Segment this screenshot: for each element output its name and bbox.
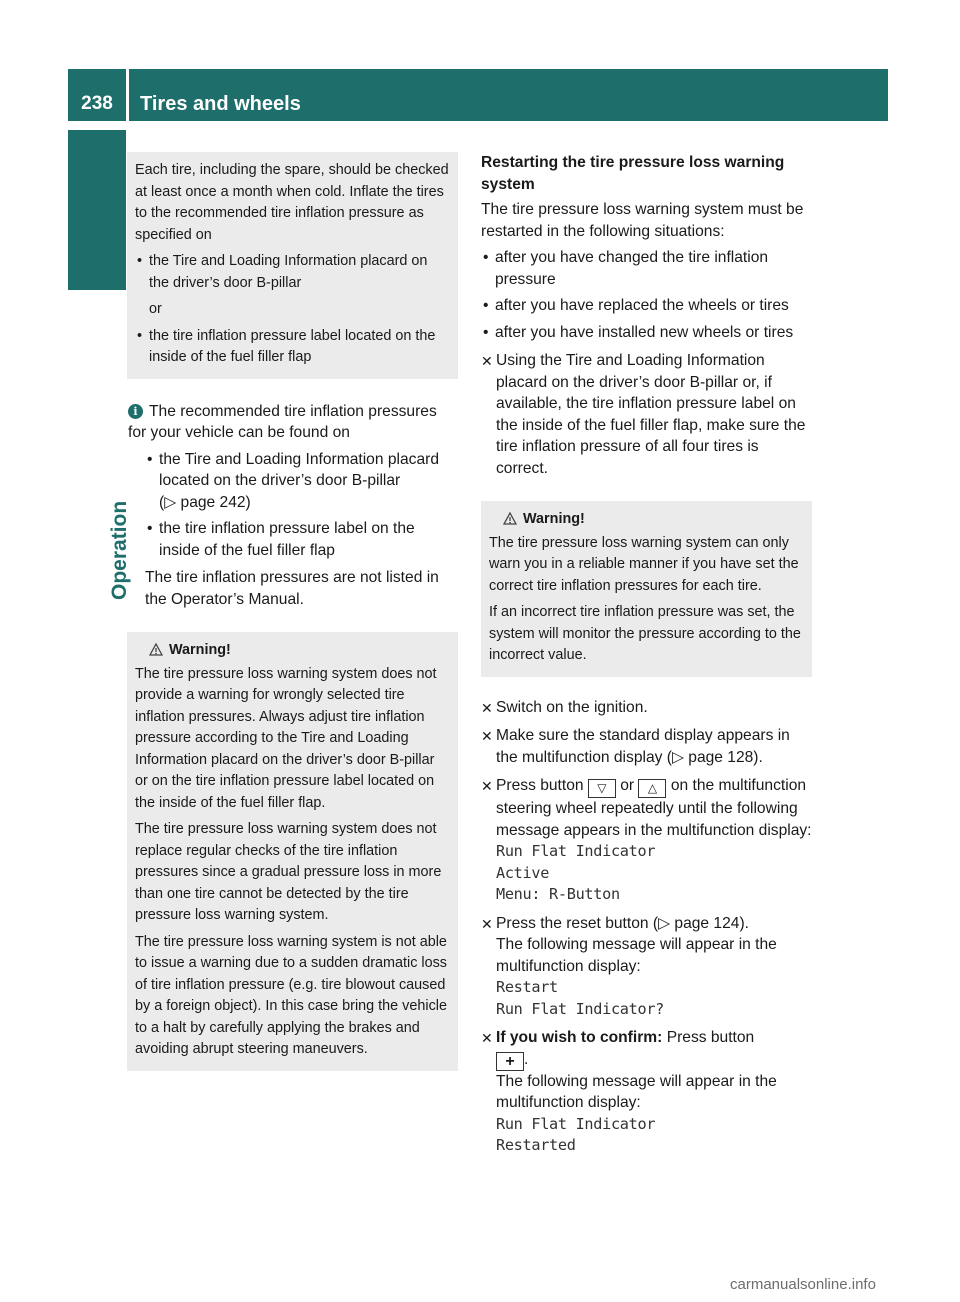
warning-icon [149,643,163,656]
display-message: Menu: R-Button [496,885,620,903]
tip-bullet: • the Tire and Loading Information placard on the driver’s door B-pillar [135,251,451,294]
warning-title: Warning! [523,511,585,527]
step-text: Press button [666,1029,755,1046]
list-item: • after you have changed the tire inflation pressure [481,247,812,290]
step-condition: If you wish to confirm: [496,1029,663,1046]
info-icon: i [128,404,143,419]
section-label: Operation [108,500,131,600]
step-marker-icon: ✕ [481,778,493,794]
step-text: Switch on the ignition. [496,698,648,716]
tip-bullet: • the tire inflation pressure label located on the inside of the fuel filler flap [135,326,451,369]
info-text: The recommended tire inflation pressures for your vehicle can be found on [128,402,437,441]
warning-box [127,632,458,1071]
display-message: Run Flat Indicator? [496,999,665,1018]
warning-icon [503,512,517,525]
warning-paragraph: The tire pressure loss warning system does not provide a warning for wrongly selected tire inflation pressures. Always adjust tire inflation pressure according to the Tire and Loading Information placard on the driver’s door B-pillar or on the tire inflation pressure label located on the inside of the fuel filler flap. [135,665,437,811]
warning-paragraph: The tire pressure loss warning system does not replace regular checks of the tire inflation pressures since a gradual pressure loss in more than one tire cannot be detected by the tire pressure loss warning system. [135,821,442,923]
watermark: carmanualsonline.info [730,1276,876,1293]
tip-intro: Each tire, including the spare, should be checked at least once a month when cold. Inflate the tires to the recommended tire inflation pressure as specified on [135,162,449,243]
step-marker-icon: ✕ [481,728,493,744]
instruction-step: ✕ If you wish to confirm: Press button + . The following message will appear in the multifunction display: Run Flat Indicator Restarted [481,1027,812,1157]
warning-title: Warning! [169,642,231,658]
right-column [481,152,812,1157]
display-message: Run Flat Indicator [496,1114,656,1133]
step-marker-icon: ✕ [481,1030,493,1046]
display-message: Restart [496,978,558,996]
page-number: 238 [81,93,113,114]
instruction-step [481,350,812,479]
instruction-step [481,725,812,768]
section-intro: The tire pressure loss warning system must be restarted in the following situations: [481,201,804,240]
instruction-step [481,775,812,906]
warning-heading [135,640,451,662]
tip-box [127,152,458,379]
step-marker-icon: ✕ [481,353,493,369]
instruction-step [481,697,812,719]
step-text: or [620,777,635,794]
warning-box [481,501,812,677]
step-text: The following message will appear in the multifunction display: [496,1072,777,1111]
step-text: Make sure the standard display appears in the multifunction display (▷ page 128). [496,727,790,766]
step-marker-icon: ✕ [481,699,493,716]
page-title: Tires and wheels [140,93,301,115]
step-text: Using the Tire and Loading Information placard on the driver’s door B-pillar or, if available, the tire inflation pressure label on the inside of the fuel filler flap, make sure the tire inflation pressure of all four tires is correct. [496,352,806,477]
warning-paragraph: The tire pressure loss warning system is not able to issue a warning due to a sudden dramatic loss of tire inflation pressure (e.g. tire blowout caused by a foreign object). In this case bring the vehicle to a halt by carefully applying the brakes and avoiding abrupt steering maneuvers. [135,933,447,1057]
info-tail: The tire inflation pressures are not listed in the Operator’s Manual. [145,569,439,608]
step-text: on the multifunction steering wheel repeatedly until the following message appears in the multifunction display: [496,777,812,839]
warning-paragraph: The tire pressure loss warning system can only warn you in a reliable manner if you have set the correct tire inflation pressures for each tire. [489,534,799,594]
info-bullet: • the tire inflation pressure label on the inside of the fuel filler flap [145,518,458,561]
plus-key-icon: + [496,1052,524,1071]
warning-heading [489,509,805,531]
step-text: Press the reset button (▷ page 124). [496,914,749,932]
step-marker-icon: ✕ [481,915,493,932]
display-message: Run Flat Indicator [496,842,656,860]
info-bullet [145,449,458,514]
list-item: • after you have replaced the wheels or tires [481,295,812,317]
tip-or: or [149,301,162,317]
header-divider [126,69,129,121]
sidebar-tab [68,130,126,290]
section-heading: Restarting the tire pressure loss warning system [481,154,785,193]
step-text: Press button [496,777,584,794]
info-note [127,401,458,611]
instruction-step [481,913,812,1021]
down-arrow-key-icon: △ [638,779,666,798]
display-message: Active [496,863,550,882]
display-message: Restarted [496,1136,576,1154]
warning-paragraph: If an incorrect tire inflation pressure was set, the system will monitor the pressure according to the incorrect value. [489,604,801,663]
step-text: The following message will appear in the multifunction display: [496,936,777,975]
left-column [127,152,458,1071]
up-arrow-key-icon: ▽ [588,779,616,798]
page-reference: (▷ page 242) [159,493,251,511]
info-bullet-text: the Tire and Loading Information placard located on the driver’s door B-pillar [159,450,440,489]
list-item: • after you have installed new wheels or tires [481,322,812,344]
